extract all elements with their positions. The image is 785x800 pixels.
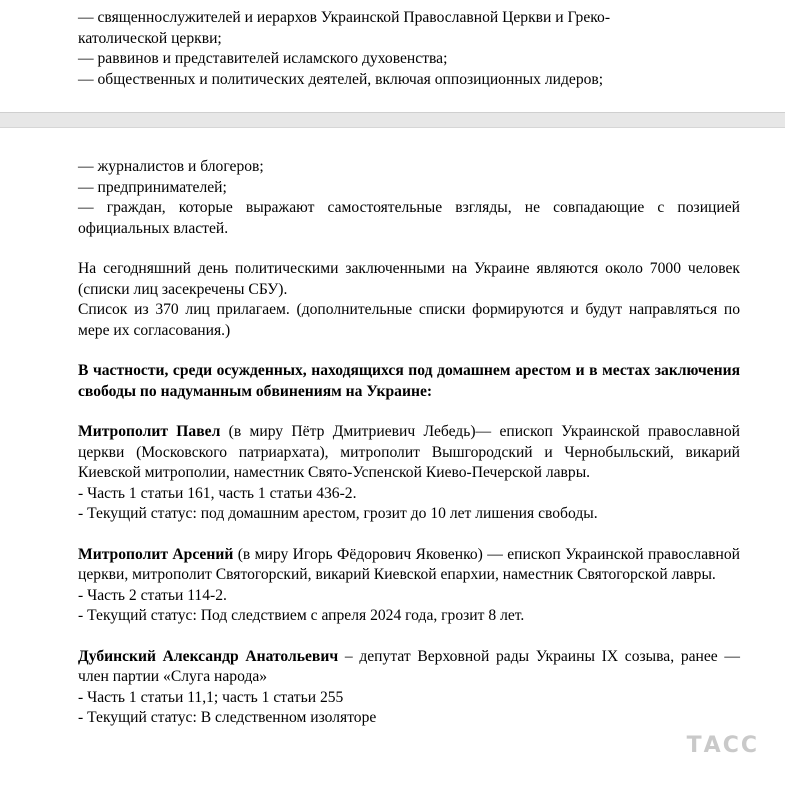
person-description — [78, 647, 740, 688]
person-desc: (в миру Игорь Фёдорович Яковенко) — епископ Украинской православной церкви, митрополит Святогорский, викарий Киевской епархии, наместник Святогорской лавры. — [78, 545, 740, 583]
list-item: — священнослужителей и иерархов Украинской Православной Церкви и Греко- — [78, 9, 611, 26]
list-item: католической церкви; — [78, 29, 222, 47]
person-status: - Текущий статус: Под следствием с апреля 2024 года, грозит 8 лет. — [78, 607, 525, 624]
person-name: Дубинский Александр Анатольевич — [78, 647, 339, 665]
document-page-bottom — [0, 128, 785, 800]
list-item: — общественных и политических деятелей, включая оппозиционных лидеров; — [78, 70, 604, 88]
person-entry — [78, 422, 740, 525]
person-name: Митрополит Павел — [78, 423, 221, 440]
list-item: — журналистов и блогеров; — [78, 158, 264, 175]
person-status: - Текущий статус: под домашним арестом, грозит до 10 лет лишения свободы. — [78, 505, 598, 522]
section-heading: В частности, среди осужденных, находящихся под домашнем арестом и в местах заключения свободы по надуманным обвинениям на Украине: — [78, 362, 740, 400]
list-item: — граждан, которые выражают самостоятельные взгляды, не совпадающие с позицией официальных властей. — [78, 199, 740, 237]
person-desc: (в миру Пётр Дмитриевич Лебедь)— епископ Украинской православной церкви (Московского патриархата), митрополит Вышгородский и Чернобыльский, викарий Киевской митрополии, наместник Свято-Успенской Киево-Печерской лавры. — [78, 423, 740, 481]
tass-watermark-logo: ТАСС — [686, 733, 759, 758]
person-article: - Часть 2 статьи 114-2. — [78, 586, 227, 604]
document-page-top — [0, 0, 785, 112]
page-top-content — [78, 8, 740, 90]
page-break — [0, 112, 785, 128]
list-item: — раввинов и представителей исламского духовенства; — [78, 50, 448, 67]
person-status: - Текущий статус: В следственном изоляторе — [78, 709, 377, 726]
list-item: — предпринимателей; — [78, 178, 227, 196]
person-article: - Часть 1 статьи 11,1; часть 1 статьи 255 — [78, 688, 344, 706]
person-description — [78, 422, 740, 484]
paragraph-prisoners: На сегодняшний день политическими заключенными на Украине являются около 7000 человек (списки лиц засекречены СБУ). — [78, 260, 740, 298]
person-entry — [78, 647, 740, 729]
paragraph-list: Список из 370 лиц прилагаем. (дополнительные списки формируются и будут направляться по мере их согласования.) — [78, 301, 740, 339]
person-name: Митрополит Арсений — [78, 545, 234, 563]
page-bottom-content — [78, 157, 740, 729]
person-desc: – депутат Верховной рады Украины IX созыва, ранее — член партии «Слуга народа» — [78, 647, 741, 685]
person-description — [78, 545, 740, 586]
person-article: - Часть 1 статьи 161, часть 1 статьи 436-2. — [78, 484, 357, 502]
person-entry — [78, 545, 740, 627]
